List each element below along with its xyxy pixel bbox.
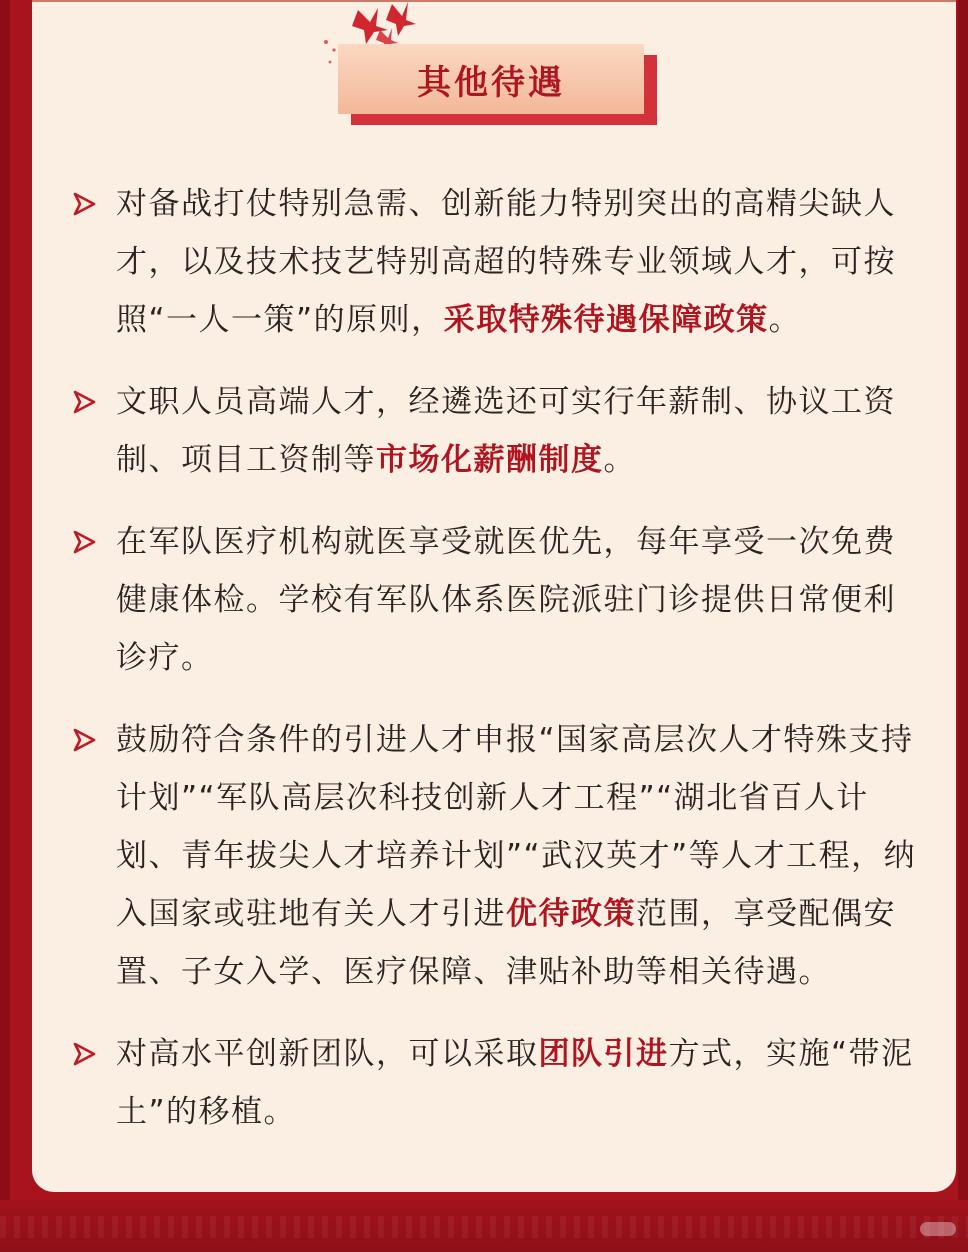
list-item [68,513,928,687]
list-item [68,1025,928,1141]
red-arrow-icon [72,390,96,414]
list-item [68,711,928,1001]
red-arrow-icon [72,530,96,554]
list-item [68,175,928,349]
item-text-end: 。 [768,302,802,338]
item-highlight: 团队引进 [538,1036,669,1072]
red-arrow-icon [72,728,96,752]
frame-left-border [0,0,10,1252]
watermark-badge [920,1222,956,1236]
item-highlight: 市场化薪酬制度 [376,442,604,478]
red-arrow-icon [72,192,96,216]
bottom-band [0,1200,968,1252]
red-arrow-icon [72,1042,96,1066]
item-text: 对高水平创新团队，可以采取 [116,1036,539,1072]
section-title: 其他待遇 [417,62,565,103]
item-text-end: 范围，享受配偶安置、子女入学、医疗保障、津贴补助等相关待遇。 [116,896,896,990]
item-text-end: 方式，实施“带泥土”的移植。 [116,1036,914,1130]
item-text: 对备战打仗特别急需、创新能力特别突出的高精尖缺人才，以及技术技艺特别高超的特殊专业领域人才，可按照“一人一策”的原则， [116,186,896,338]
benefits-list [68,175,928,1165]
item-highlight: 优待政策 [506,896,636,932]
frame-right-border [958,0,968,1252]
item-text: 文职人员高端人才，经遴选还可实行年薪制、协议工资制、项目工资制等 [116,384,896,478]
item-highlight: 采取特殊待遇保障政策 [443,302,769,338]
band-pattern [0,1216,968,1238]
list-item [68,373,928,489]
item-text: 在军队医疗机构就医享受就医优先，每年享受一次免费健康体检。学校有军队体系医院派驻门诊提供日常便利诊疗。 [116,524,896,676]
item-text-end: 。 [603,442,636,478]
title-box [338,44,644,114]
item-text: 鼓励符合条件的引进人才申报“国家高层次人才特殊支持计划”“军队高层次科技创新人才工程”“湖北省百人计划、青年拔尖人才培养计划”“武汉英才”等人才工程，纳入国家或驻地有关人才引进 [116,722,917,932]
